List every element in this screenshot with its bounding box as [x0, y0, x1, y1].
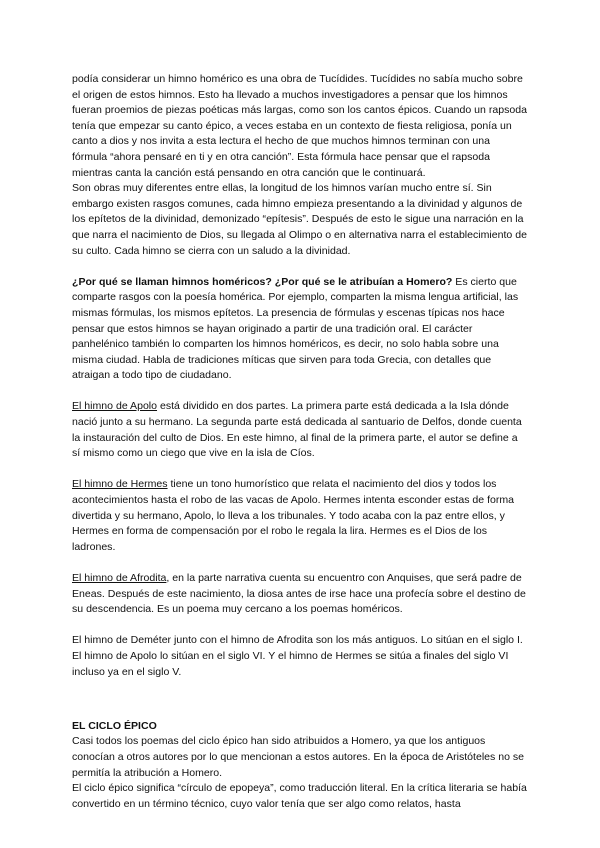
spacer [72, 680, 528, 696]
spacer [72, 384, 528, 400]
why-homeric-text: Es cierto que comparte rasgos con la poesía homérica. Por ejemplo, comparten la misma lengua artificial, las mismas fórmulas, los mismos epítetos. La presencia de fórmulas y escenas típicas nos hace pensar que estos himnos se hayan originado a partir de una tradición oral. El carácter panhelénico también lo comparten los himnos homéricos, es decir, no solo habla sobre una misma ciudad. Habla de tradiciones míticas que sirven para toda Grecia, con detalles que atraigan a todo tipo de ciudadano. [72, 275, 519, 382]
demeter-paragraph: El himno de Deméter junto con el himno de Afrodita son los más antiguos. Lo sitúan en el siglo I. El himno de Apolo lo sitúan en el siglo VI. Y el himno de Hermes se sitúa a finales del siglo VI incluso ya en el siglo V. [72, 634, 523, 678]
spacer [72, 696, 528, 719]
ciclo-paragraph-1: Casi todos los poemas del ciclo épico han sido atribuidos a Homero, ya que los antiguos conocían a otros autores por lo que mencionan a estos autores. En la época de Aristóteles no se permitía la atribución a Homero. [72, 735, 525, 779]
apolo-title: El himno de Apolo [72, 400, 158, 413]
afrodita-paragraph [72, 571, 528, 618]
why-homeric-paragraph [72, 275, 528, 384]
intro-paragraph-1: podía considerar un himno homérico es una obra de Tucídides. Tucídides no sabía mucho sobre el origen de estos himnos. Esto ha llevado a muchos investigadores a pensar que los himnos fueran proemios de piezas poéticas más largas, como son los cantos épicos. Cuando un rapsoda tenía que empezar su canto épico, a veces estaba en un contexto de fiesta religiosa, ponía un canto a dios y nos invita a esta lectura el hecho de que muchos himnos terminan con una fórmula “ahora pensaré en ti y en otra canción”. Esta fórmula hace pensar que el rapsoda mientras canta la canción está pensando en otra canción que le continuará. [72, 73, 527, 179]
spacer [72, 462, 528, 478]
hermes-paragraph [72, 477, 528, 555]
spacer [72, 618, 528, 634]
hermes-text: tiene un tono humorístico que relata el nacimiento del dios y todos los acontecimientos hasta el robo de las vacas de Apolo. Hermes intenta esconder estas de forma divertida y su hermano, Apolo, lo lleva a los tribunales. Y todo acaba con la paz entre ellos, y Hermes en forma de compensación por el robo le regala la lira. Hermes es el Dios de los ladrones. [72, 478, 515, 553]
apolo-text: está dividido en dos partes. La primera parte está dedicada a la Isla dónde nació junto a su hermano. La segunda parte está dedicada al santuario de Delfos, donde cuenta la instauración del culto de Dios. En este himno, al final de la primera parte, el autor se define a sí mismo como un ciego que vive en la isla de Cíos. [72, 400, 522, 460]
ciclo-paragraph-2: El ciclo épico significa “círculo de epopeya”, como traducción literal. En la crítica literaria se había convertido en un término técnico, cuyo valor tenía que ser algo como relatos, hasta [72, 782, 527, 810]
afrodita-title: El himno de Afrodita [72, 572, 167, 584]
spacer [72, 555, 528, 571]
intro-paragraph-2: Son obras muy diferentes entre ellas, la longitud de los himnos varían mucho entre sí. Sin embargo existen rasgos comunes, cada himno empieza presentando a la divinidad y algunos de los epítetos de la divinidad, demonizado “epítesis”. Después de esto le sigue una narración en la que narra el nacimiento de Dios, su llegada al Olimpo o en alternativa narra el establecimiento de su culto. Cada himno se cierra con un saludo a la divinidad. [72, 182, 527, 257]
ciclo-epico-heading: EL CICLO ÉPICO [72, 719, 157, 732]
hermes-title: El himno de Hermes [72, 478, 168, 491]
apolo-paragraph [72, 399, 528, 461]
why-homeric-question: ¿Por qué se llaman himnos homéricos? ¿Por qué se le atribuían a Homero? [72, 275, 453, 288]
spacer [72, 259, 528, 275]
afrodita-text: , en la parte narrativa cuenta su encuentro con Anquises, que será padre de Eneas. Después de este nacimiento, la diosa antes de irse hace una profecía sobre el destino de su descendencia. Es un poema muy cercano a los poemas homéricos. [72, 572, 526, 616]
